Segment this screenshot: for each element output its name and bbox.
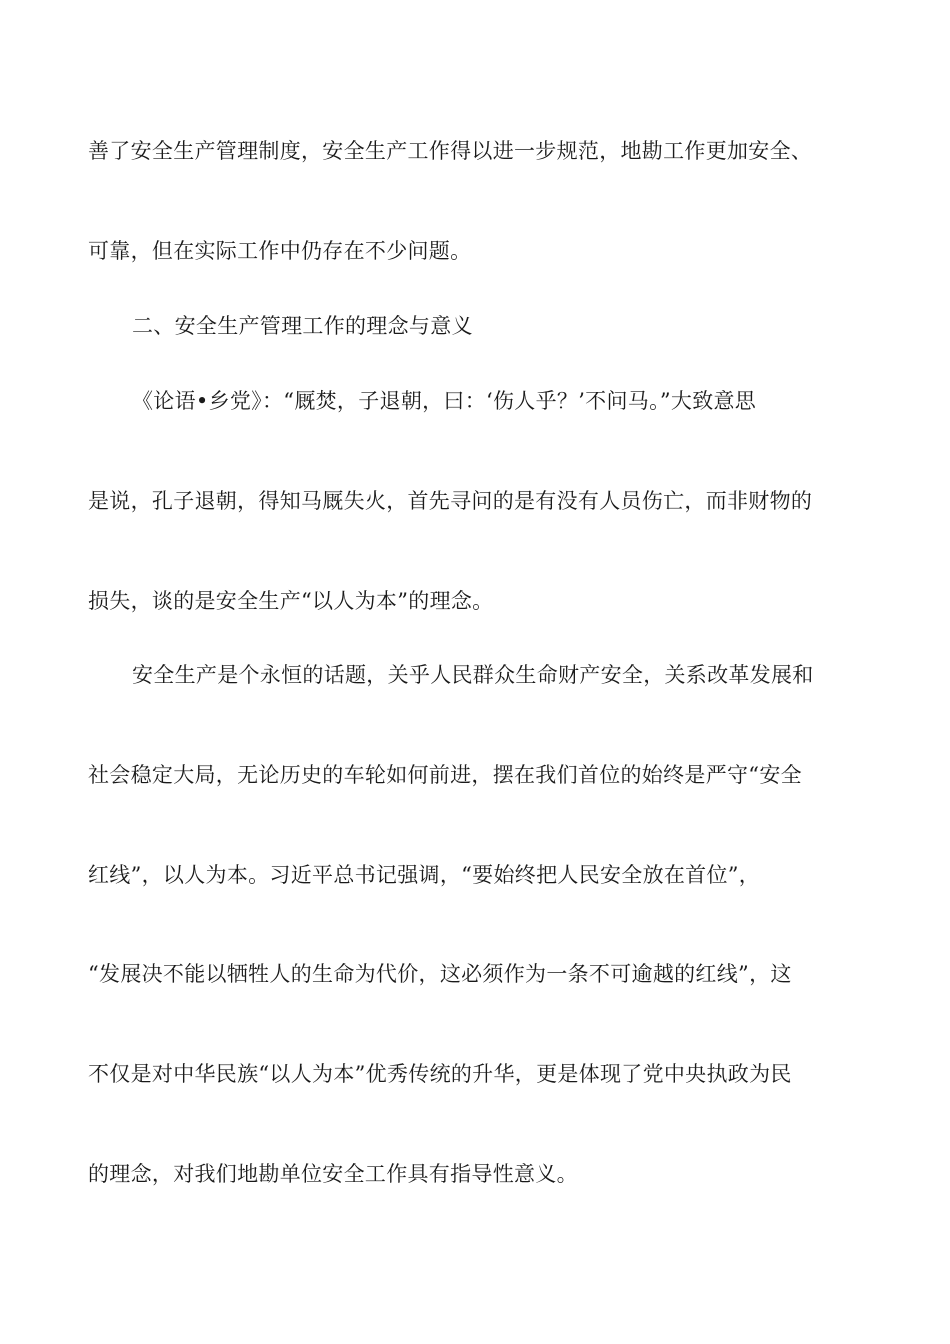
- text-line-10: “发展决不能以牺牲人的生命为代价，这必须作为一条不可逾越的红线”，这: [88, 962, 792, 986]
- text-line-1: 善了安全生产管理制度，安全生产工作得以进一步规范，地勘工作更加安全、: [88, 139, 813, 163]
- text-line-6: 损失，谈的是安全生产“以人为本”的理念。: [88, 589, 494, 613]
- text-line-9: 红线”，以人为本。习近平总书记强调，“要始终把人民安全放在首位”，: [88, 863, 761, 887]
- text-line-5: 是说，孔子退朝，得知马厩失火，首先寻问的是有没有人员伤亡，而非财物的: [88, 489, 813, 513]
- text-line-2: 可靠，但在实际工作中仍存在不少问题。: [88, 239, 472, 263]
- section-heading: 二、安全生产管理工作的理念与意义: [132, 314, 473, 338]
- text-line-7: 安全生产是个永恒的话题，关乎人民群众生命财产安全，关系改革发展和: [132, 663, 814, 687]
- text-line-8: 社会稳定大局，无论历史的车轮如何前进，摆在我们首位的始终是严守“安全: [88, 763, 802, 787]
- text-line-12: 的理念，对我们地勘单位安全工作具有指导性意义。: [88, 1162, 578, 1186]
- text-line-11: 不仅是对中华民族“以人为本”优秀传统的升华，更是体现了党中央执政为民: [88, 1062, 792, 1086]
- text-line-4: 《论语•乡党》：“厩焚，子退朝，曰：‘伤人乎？’不问马。”大致意思: [132, 389, 757, 413]
